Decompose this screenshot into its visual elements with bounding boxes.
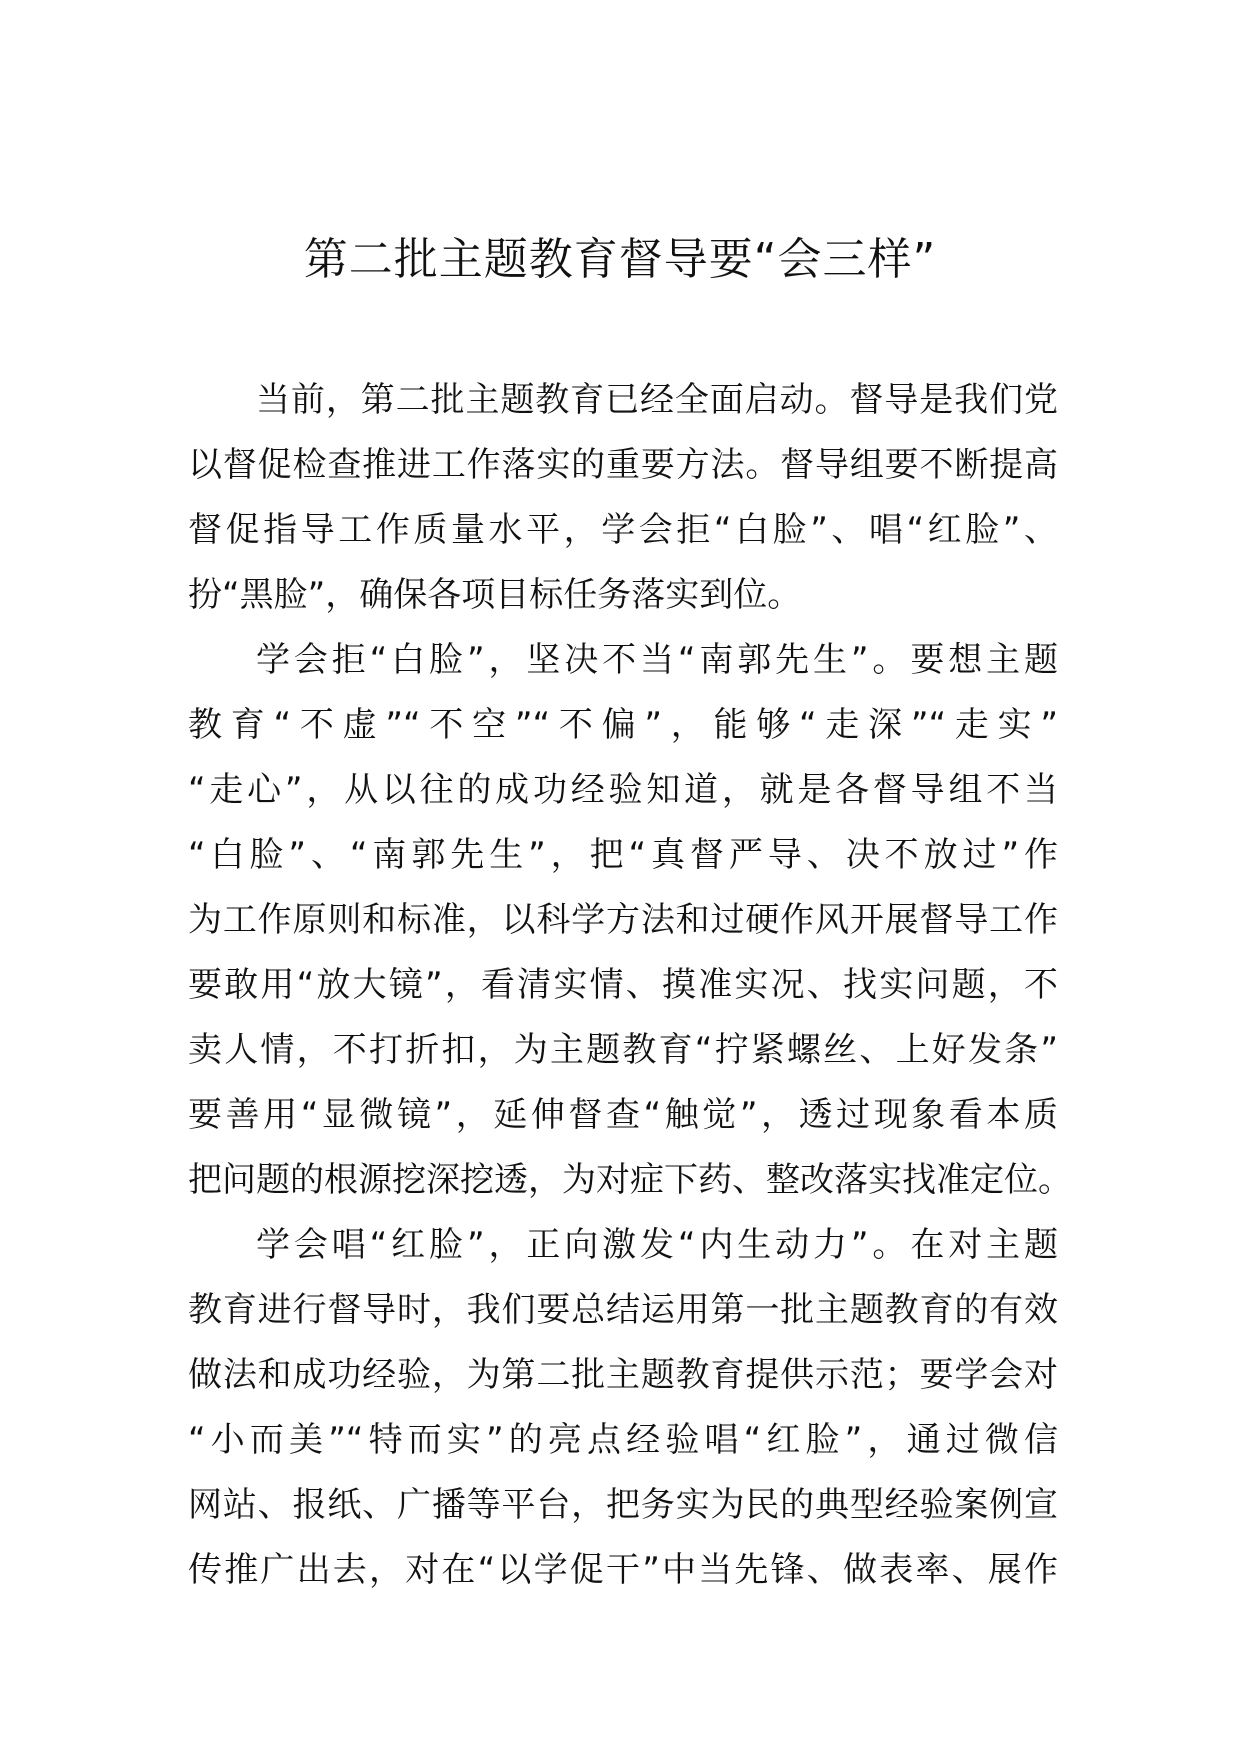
paragraph-3-line-5: 网站、报纸、广播等平台，把务实为民的典型经验案例宣 (188, 1485, 1058, 1525)
paragraph-1-line-2: 以督促检查推进工作落实的重要方法。督导组要不断提高 (188, 445, 1058, 485)
paragraph-2-line-2: 教育“不虚”“不空”“不偏”，能够“走深”“走实” (188, 705, 1058, 745)
paragraph-2-line-8: 要善用“显微镜”，延伸督查“触觉”，透过现象看本质 (188, 1095, 1058, 1135)
paragraph-2-line-5: 为工作原则和标准，以科学方法和过硬作风开展督导工作 (188, 900, 1058, 940)
paragraph-3-line-4: “小而美”“特而实”的亮点经验唱“红脸”，通过微信 (188, 1420, 1058, 1460)
document-body (188, 368, 1072, 1603)
paragraph-3-line-3: 做法和成功经验，为第二批主题教育提供示范；要学会对 (188, 1355, 1058, 1395)
paragraph-3-line-6: 传推广出去，对在“以学促干”中当先锋、做表率、展作 (188, 1550, 1058, 1590)
paragraph-2-line-1: 学会拒“白脸”，坚决不当“南郭先生”。要想主题 (256, 640, 1058, 680)
paragraph-1-line-3: 督促指导工作质量水平，学会拒“白脸”、唱“红脸”、 (188, 510, 1058, 550)
paragraph-3-line-1: 学会唱“红脸”，正向激发“内生动力”。在对主题 (256, 1225, 1058, 1265)
paragraph-2-line-9: 把问题的根源挖深挖透，为对症下药、整改落实找准定位。 (188, 1160, 1072, 1200)
paragraph-2-line-6: 要敢用“放大镜”，看清实情、摸准实况、找实问题，不 (188, 965, 1058, 1005)
paragraph-2-line-4: “白脸”、“南郭先生”，把“真督严导、决不放过”作 (188, 835, 1058, 875)
paragraph-2-line-7: 卖人情，不打折扣，为主题教育“拧紧螺丝、上好发条” (188, 1030, 1058, 1070)
paragraph-1-line-4: 扮“黑脸”，确保各项目标任务落实到位。 (188, 575, 802, 615)
document-title: 第二批主题教育督导要“会三样” (303, 234, 937, 285)
paragraph-3-line-2: 教育进行督导时，我们要总结运用第一批主题教育的有效 (188, 1290, 1058, 1330)
paragraph-1-line-1: 当前，第二批主题教育已经全面启动。督导是我们党 (256, 380, 1058, 420)
paragraph-2-line-3: “走心”，从以往的成功经验知道，就是各督导组不当 (188, 770, 1058, 810)
